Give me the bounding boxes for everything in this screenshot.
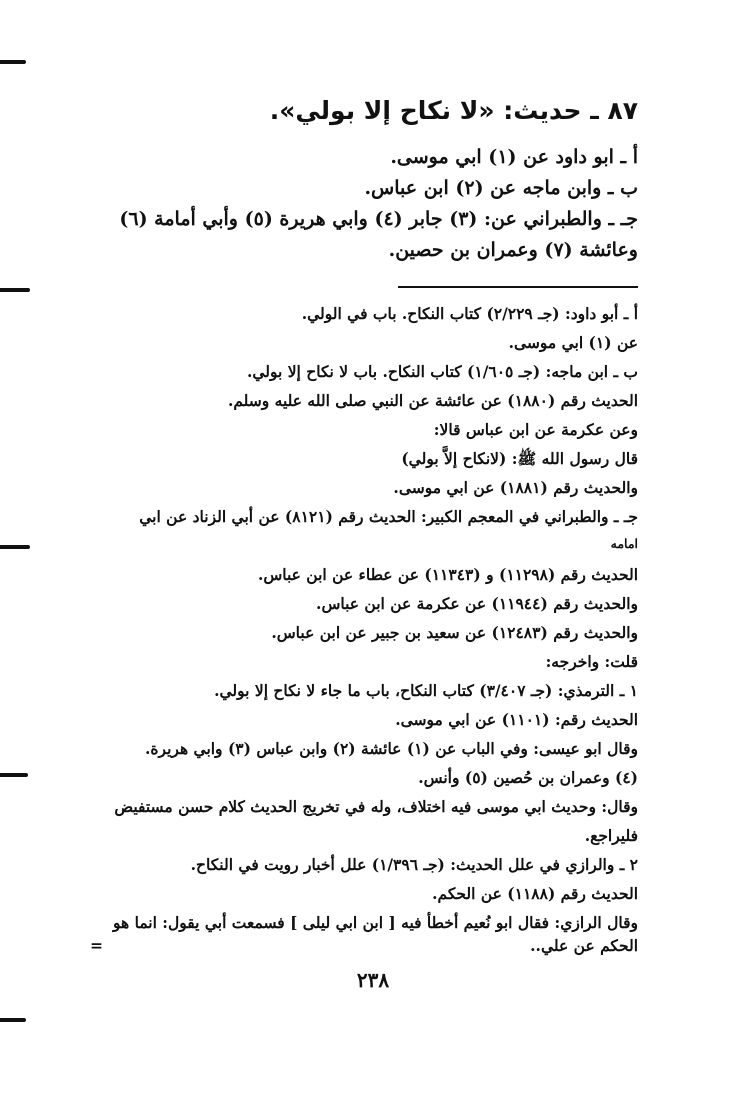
footnote-line: وقال ابو عيسى: وفي الباب عن (١) عائشة (٢) وابن عباس (٣) وابي هريرة. (145, 739, 638, 758)
footnote-line: والحديث رقم (١٨٨١) عن ابي موسى. (393, 478, 638, 497)
footnote-line: وعن عكرمة عن ابن عباس قالا: (433, 420, 638, 439)
footnote-line: ١ ـ الترمذي: (جـ ٣/٤٠٧) كتاب النكاح، باب ما جاء لا نكاح إلا بولي. (214, 681, 638, 700)
footnote-line: والحديث رقم (١٢٤٨٣) عن سعيد بن جبير عن ابن عباس. (271, 623, 638, 642)
footnote-line: فليراجع. (584, 826, 638, 845)
continuation-mark: = (90, 936, 103, 955)
page-number: ٢٣٨ (356, 968, 390, 992)
footnote-separator (398, 286, 638, 288)
footnote-line: ٢ ـ والرازي في علل الحديث: (جـ ١/٣٩٦) علل أخبار رويت في النكاح. (190, 855, 638, 874)
footnote-line: الحديث رقم (١١٨٨) عن الحكم. (432, 884, 638, 903)
main-text-line: أ ـ ابو داود عن (١) ابي موسى. (390, 146, 638, 168)
binding-mark (0, 545, 30, 549)
footnote-line: قلت: واخرجه: (545, 652, 638, 671)
footnote-line: (٤) وعمران بن حُصين (٥) وأنس. (418, 768, 638, 787)
footnote-line: عن (١) ابي موسى. (508, 333, 638, 352)
binding-mark (0, 773, 28, 777)
footnote-line: الحديث رقم (١٨٨٠) عن عائشة عن النبي صلى الله عليه وسلم. (227, 391, 638, 410)
main-text-line: وعائشة (٧) وعمران بن حصين. (388, 239, 638, 261)
binding-mark (0, 288, 30, 292)
footnote-line: امامه (610, 536, 638, 551)
footnote-line: قال رسول الله ﷺ: (لانكاح إلاَّ بولي) (401, 449, 638, 468)
footnote-line: أ ـ أبو داود: (جـ ٢/٢٢٩) كتاب النكاح. باب في الولي. (301, 304, 638, 323)
footnote-line: الحكم عن علي.. (530, 936, 638, 955)
footnote-line: الحديث رقم (١١٢٩٨) و (١١٣٤٣) عن عطاء عن ابن عباس. (257, 565, 638, 584)
footnote-line: الحديث رقم: (١١٠١) عن ابي موسى. (395, 710, 638, 729)
footnote-line: جـ ـ والطبراني في المعجم الكبير: الحديث رقم (٨١٢١) عن أبي الزناد عن ابي (139, 507, 638, 526)
footnote-line: ب ـ ابن ماجه: (جـ ١/٦٠٥) كتاب النكاح. باب لا نكاح إلا بولي. (246, 362, 638, 381)
footnote-line: والحديث رقم (١١٩٤٤) عن عكرمة عن ابن عباس. (316, 594, 638, 613)
main-text-line: جـ ـ والطبراني عن: (٣) جابر (٤) وابي هريرة (٥) وأبي أمامة (٦) (119, 208, 638, 230)
binding-mark (0, 1018, 26, 1022)
binding-mark (0, 60, 26, 64)
main-text-line: ب ـ وابن ماجه عن (٢) ابن عباس. (364, 177, 638, 199)
footnote-line: وقال: وحديث ابي موسى فيه اختلاف، وله في تخريج الحديث كلام حسن مستفيض (114, 797, 638, 816)
hadith-heading: ٨٧ ـ حديث: «لا نكاح إلا بولي». (269, 96, 638, 125)
footnote-line: وقال الرازي: فقال ابو نُعيم أخطأ فيه [ ابن ابي ليلى ] فسمعت أبي يقول: انما هو (113, 913, 638, 932)
